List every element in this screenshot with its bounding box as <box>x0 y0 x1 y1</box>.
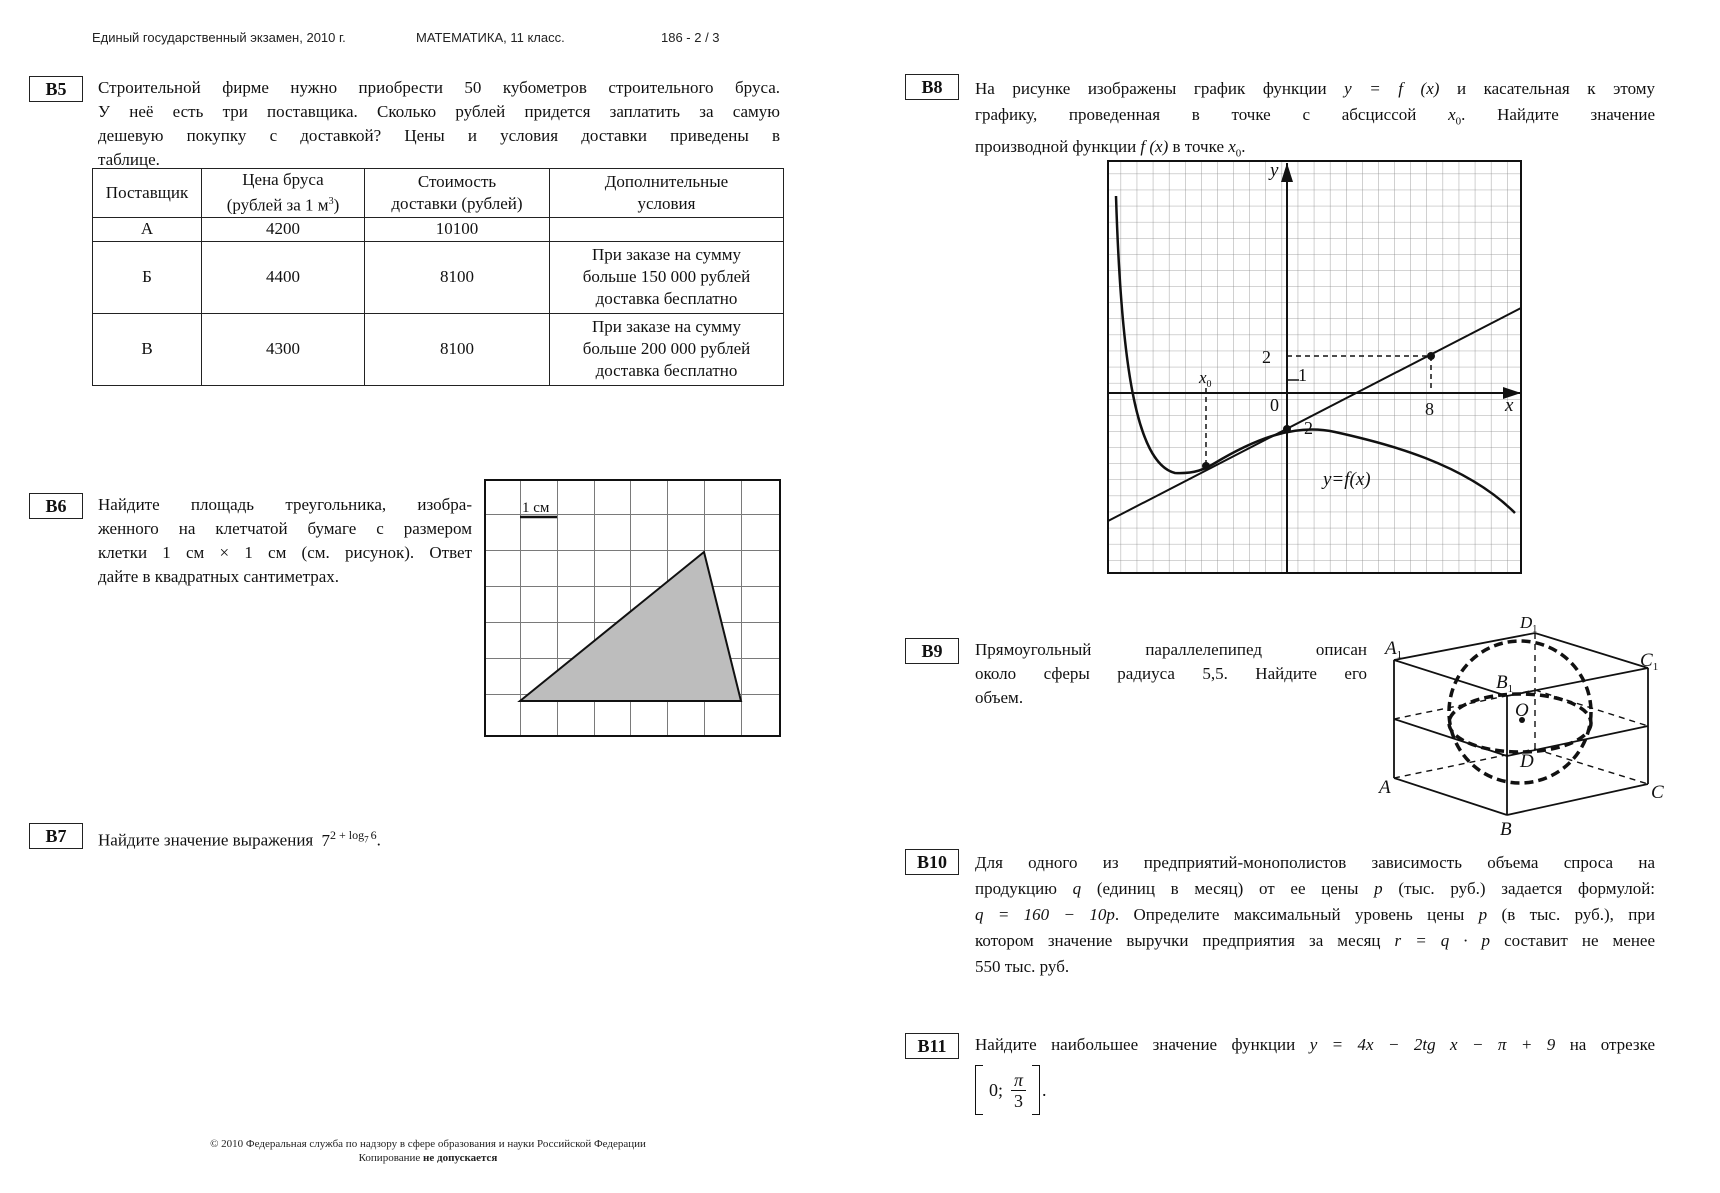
b7-problem-text <box>98 823 598 853</box>
b9-label-c: C <box>1651 782 1664 803</box>
header-page: 186 - 2 / 3 <box>661 30 720 45</box>
b10-l2c: (тыс. руб.) задается формулой: <box>1398 879 1656 898</box>
row-c-cond-3: доставка бесплатно <box>595 361 738 381</box>
b10-l3a: . Определите максимальный уровень цены <box>1114 905 1465 924</box>
col-supplier: Поставщик <box>93 169 202 218</box>
row-a-price: 4200 <box>202 217 365 241</box>
b10-line-4 <box>975 928 1655 954</box>
b7-exp-prefix: 2 + log <box>329 828 365 842</box>
b8-point-tangency <box>1202 462 1210 470</box>
b10-l3-p: p <box>1478 905 1488 924</box>
b8-l1b: и касательная к этому <box>1456 79 1656 98</box>
b8-l1a: На рисунке изображены график функции <box>975 79 1327 98</box>
b7-text: Найдите значение выражения <box>98 830 314 850</box>
b10-problem-text <box>975 850 1655 980</box>
footer-line-2 <box>168 1151 688 1165</box>
row-c-delivery: 8100 <box>365 313 550 385</box>
b8-l3b: в точке <box>1172 137 1224 157</box>
b9-line-1: Прямоугольный параллелепипед описан <box>975 640 1367 659</box>
b9-label-d: D <box>1520 751 1534 772</box>
b8-tick-one: 1 <box>1298 365 1307 385</box>
b10-l3b: (в тыс. руб.), при <box>1501 905 1655 924</box>
b10-line-2 <box>975 876 1655 902</box>
b8-l1-func: y = f (x) <box>1344 79 1440 98</box>
b11-line-1 <box>975 1033 1655 1057</box>
row-a-supplier: А <box>93 217 202 241</box>
b6-scale-label: 1 см <box>522 500 550 516</box>
b8-grid <box>1108 161 1521 573</box>
b9-label-a1: $A_1$ <box>1385 638 1403 661</box>
b8-origin-label: 0 <box>1270 395 1279 415</box>
col-delivery <box>365 169 550 218</box>
b8-intercept-label: 2 <box>1304 418 1313 438</box>
b8-y-label: y <box>1270 160 1279 181</box>
col-extra-line1: Дополнительные <box>604 171 729 191</box>
b7-exponent <box>329 828 377 845</box>
b10-l2-q: q <box>1072 879 1082 898</box>
b11-int-end: . <box>1042 1079 1047 1100</box>
b9-line-3: объем. <box>975 688 1024 707</box>
col-price-line2: (рублей за 1 м <box>226 195 329 215</box>
task-label-b5: B5 <box>29 76 83 102</box>
b6-triangle-figure <box>484 479 781 737</box>
b6-line-4: дайте в квадратных сантиметрах. <box>98 567 340 586</box>
row-b-cond <box>550 241 784 313</box>
b8-line-1 <box>975 76 1655 102</box>
b5-line-2: У неё есть три поставщика. Сколько рублей придется заплатить за самую <box>98 102 780 121</box>
b8-l3a: производной функции <box>975 137 1137 157</box>
row-b-price: 4400 <box>202 241 365 313</box>
b11-frac-den: 3 <box>1014 1090 1024 1111</box>
row-c-supplier: В <box>93 313 202 385</box>
b6-line-2: женного на клетчатой бумаге с размером <box>98 519 472 538</box>
b8-x0-label: $x_0$ <box>1199 368 1212 390</box>
header-exam: Единый государственный экзамен, 2010 г. <box>92 30 346 45</box>
b10-line-1: Для одного из предприятий-монополистов зависимость объема спроса на <box>975 853 1655 872</box>
b6-line-1: Найдите площадь треугольника, изобра- <box>98 495 472 514</box>
b11-problem-text <box>975 1033 1655 1057</box>
b8-l2a: графику, проведенная в точке с абсциссой <box>975 105 1417 124</box>
b10-l2a: продукцию <box>975 879 1057 898</box>
b5-line-4: таблице. <box>98 150 160 169</box>
b8-x-label: x <box>1505 395 1514 416</box>
b6-line-3: клетки 1 см × 1 см (см. рисунок). Ответ <box>98 543 472 562</box>
header-subject: МАТЕМАТИКА, 11 класс. <box>416 30 565 45</box>
task-label-b9: B9 <box>905 638 959 664</box>
b9-label-c1: $C_1$ <box>1640 650 1659 673</box>
b11-text-b: на отрезке <box>1569 1035 1656 1054</box>
table-row <box>93 217 784 241</box>
b8-point-eight <box>1427 352 1435 360</box>
b11-interval <box>975 1064 1047 1116</box>
b10-line-3 <box>975 902 1655 928</box>
b9-problem-text <box>975 638 1367 710</box>
b10-line-5: 550 тыс. руб. <box>975 957 1070 976</box>
footer-line-1: © 2010 Федеральная служба по надзору в сфере образования и науки Российской Федерации <box>210 1138 646 1150</box>
b8-curve-label: y=f(x) <box>1323 469 1371 490</box>
row-a-delivery: 10100 <box>365 217 550 241</box>
row-c-cond-1: При заказе на сумму <box>592 317 741 337</box>
b8-l3-end: . <box>1241 137 1246 157</box>
row-a-cond <box>550 217 784 241</box>
b7-exp-sub: 7 <box>364 834 369 845</box>
b10-l2-p: p <box>1374 879 1383 898</box>
b8-l3-sub: 0 <box>1235 147 1242 160</box>
b6-problem-text <box>98 493 472 589</box>
b8-tick-eight: 8 <box>1425 399 1434 419</box>
table-row <box>93 241 784 313</box>
footer-not-allowed: не допускается <box>423 1152 498 1164</box>
b11-bracket-right <box>1032 1065 1040 1115</box>
b11-bracket-left <box>975 1065 983 1115</box>
footer-copy: Копирование <box>358 1152 421 1164</box>
table-header-row <box>93 169 784 218</box>
task-label-b8: B8 <box>905 74 959 100</box>
b8-l2b: . Найдите значение <box>1461 105 1655 124</box>
b8-l2-x: x <box>1448 105 1456 124</box>
col-delivery-line2: доставки (рублей) <box>391 193 523 213</box>
b5-line-1: Строительной фирме нужно приобрести 50 кубометров строительного бруса. <box>98 78 780 97</box>
b8-l3-x: x <box>1228 137 1236 157</box>
b7-base: 7 <box>321 830 330 850</box>
row-b-cond-1: При заказе на сумму <box>592 245 741 265</box>
b9-parallelepiped-figure <box>1370 612 1670 840</box>
b9-line-2: около сферы радиуса 5,5. Найдите его <box>975 664 1367 683</box>
b11-fraction <box>1011 1070 1026 1111</box>
row-c-price: 4300 <box>202 313 365 385</box>
col-delivery-line1: Стоимость <box>417 171 497 191</box>
b9-label-a: A <box>1379 777 1391 798</box>
col-price-sup: 3 <box>328 196 334 207</box>
row-c-cond-2: больше 200 000 рублей <box>582 339 751 359</box>
b8-l3-func: f (x) <box>1140 137 1169 157</box>
b8-line-2 <box>975 102 1655 134</box>
table-row <box>93 313 784 385</box>
task-label-b10: B10 <box>905 849 959 875</box>
b8-l2-sub: 0 <box>1455 115 1462 128</box>
b10-l2b: (единиц в месяц) от ее цены <box>1096 879 1359 898</box>
b10-formula-q: q = 160 − 10p <box>975 905 1115 924</box>
task-label-b7: B7 <box>29 823 83 849</box>
row-c-cond <box>550 313 784 385</box>
b11-int-zero: 0; <box>989 1079 1004 1100</box>
b8-point-intercept <box>1283 425 1291 433</box>
col-extra-line2: условия <box>637 193 696 213</box>
b10-l4b: составит не менее <box>1504 931 1656 950</box>
col-price <box>202 169 365 218</box>
b10-formula-r: r = q · p <box>1394 931 1491 950</box>
b10-l4a: котором значение выручки предприятия за месяц <box>975 931 1381 950</box>
b11-frac-num: π <box>1011 1070 1026 1091</box>
b9-label-b1: $B_1$ <box>1496 672 1514 695</box>
b11-text-a: Найдите наибольшее значение функции <box>975 1035 1296 1054</box>
b9-box-edges <box>1394 633 1648 815</box>
b8-problem-text <box>975 76 1655 167</box>
col-price-line1: Цена бруса <box>242 170 324 189</box>
task-label-b6: B6 <box>29 493 83 519</box>
b7-end: . <box>376 830 381 850</box>
b9-label-b: B <box>1500 819 1512 840</box>
row-b-cond-2: больше 150 000 рублей <box>582 267 751 287</box>
copyright-footer <box>168 1137 688 1165</box>
b11-formula: y = 4x − 2tg x − π + 9 <box>1309 1035 1556 1054</box>
b7-exp-arg: 6 <box>370 828 377 842</box>
col-price-close: ) <box>333 195 340 215</box>
row-b-supplier: Б <box>93 241 202 313</box>
b9-label-d1: $D_1$ <box>1520 613 1538 635</box>
row-b-delivery: 8100 <box>365 241 550 313</box>
task-label-b11: B11 <box>905 1033 959 1059</box>
b9-label-o: O <box>1515 700 1529 721</box>
suppliers-table <box>92 168 784 386</box>
b5-problem-text <box>98 76 780 172</box>
row-b-cond-3: доставка бесплатно <box>595 289 738 309</box>
b8-tick-two-y: 2 <box>1262 347 1271 367</box>
col-extra <box>550 169 784 218</box>
b5-line-3: дешевую покупку с доставкой? Цены и условия доставки приведены в <box>98 126 780 145</box>
b8-function-graph <box>1105 158 1525 576</box>
